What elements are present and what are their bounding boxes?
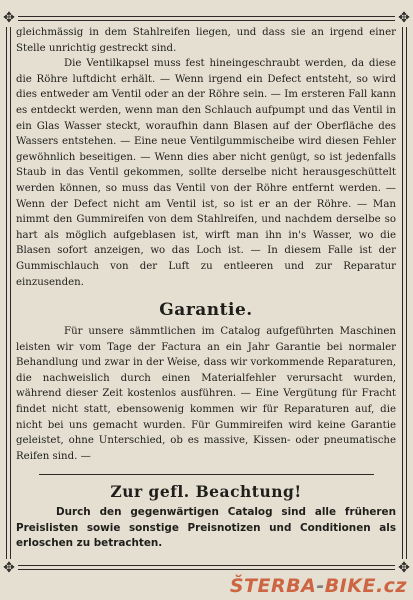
paragraph-ventil: Die Ventilkapsel muss fest hineingeschraubt werden, da diese die Röhre luftdicht erhält. — Wenn irgend ein Defect entsteht, so wird dies entweder am Ventil oder an der Röhre sein. — Im ersteren Fall kann es entdeckt werden, wenn man den Schlauch aufpumpt und das Ventil in ein Glas Wasser steckt, woraufhin dann Blasen auf der Oberfläche des Wassers entstehen. — Eine neue Ventilgummischeibe wird diesen Fehler gewöhnlich beseitigen. — Wenn dies aber nicht genügt, so ist jedenfalls Staub in das Ventil gekommen, sollte derselbe nicht herausgeschüttelt werden können, so muss das Ventil von der Röhre entfernt werden. — Wenn der Defect nicht am Ventil ist, so ist er an der Röhre. — Man nimmt den Gummireifen von dem Stahlreifen, und nachdem derselbe so hart als möglich aufgeblasen ist, wirft man ihn in's Wasser, wo die Blasen sofort anzeigen, wo das Loch ist. — In diesem Falle ist der Gummischlauch von der Luft zu entleeren und zur Reparatur einzusenden. <box>16 58 396 288</box>
watermark-part1: ŠTERBA <box>229 575 317 597</box>
paragraph-garantie: Für unsere sämmtlichen im Catalog aufgeführten Maschinen leisten wir vom Tage der Factura an ein Jahr Garantie bei normaler Behandlung und zwar in der Weise, dass wir vorkommende Reparaturen, die nachweislich durch einen Materialfehler verursacht wurden, während dieser Zeit kostenlos ausführen. — Eine Vergütung für Fracht findet nicht statt, ebensowenig kommen wir für Reparaturen auf, die nicht bei uns gemacht wurden. Für Gummireifen wird keine Garantie geleistet, ohne Unterschied, ob es massive, Kissen- oder pneumatische Reifen sind. — <box>16 326 396 462</box>
corner-ornament-bottom-right: ✥ <box>395 559 413 577</box>
paragraph-continued: gleichmässig in dem Stahlreifen liegen, und dass sie an irgend einer Stelle unrichtig gestreckt sind. <box>16 27 396 54</box>
heading-garantie: Garantie. <box>159 300 253 321</box>
corner-ornament-bottom-left: ✥ <box>0 559 18 577</box>
watermark-logo <box>230 574 407 598</box>
divider-rule <box>39 474 374 475</box>
text-body <box>16 25 396 552</box>
watermark-part2: BIKE.cz <box>324 575 407 597</box>
corner-ornament-top-left: ✥ <box>0 9 18 27</box>
watermark-dash: - <box>316 575 325 597</box>
notice-text: Durch den gegenwärtigen Catalog sind alle früheren Preislisten sowie sonstige Preisnotizen und Conditionen als erloschen zu betrachten. <box>16 506 396 550</box>
heading-beachtung: Zur gefl. Beachtung! <box>110 482 302 502</box>
corner-ornament-top-right: ✥ <box>395 9 413 27</box>
